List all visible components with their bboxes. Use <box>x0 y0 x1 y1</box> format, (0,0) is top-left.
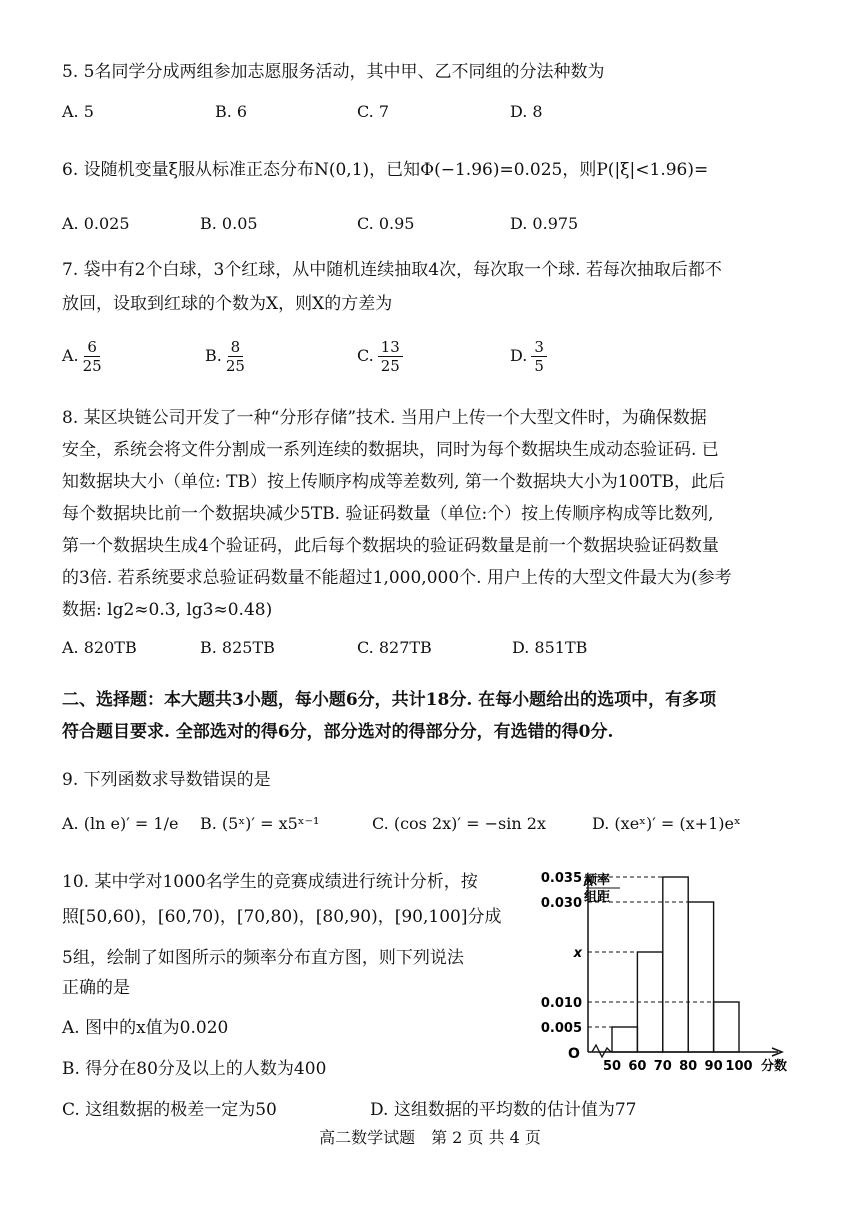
q8-option-c: C. 827TB <box>357 638 432 657</box>
y-tick-label: x <box>573 946 582 961</box>
q9-option-a: A. (ln e)′ = 1/e <box>62 814 179 833</box>
q6-option-d: D. 0.975 <box>510 214 579 233</box>
q7-option-d-denominator: 5 <box>534 357 544 375</box>
q9-option-d: D. (xeˣ)′ = (x+1)eˣ <box>592 814 741 833</box>
q7-option-b: B. $\frac{8}{25}$ <box>205 338 245 375</box>
y-tick-label: 0.005 <box>540 1021 582 1036</box>
histogram-bar <box>714 1002 739 1052</box>
q9-option-b: B. (5ˣ)′ = x5ˣ⁻¹ <box>200 814 320 833</box>
q10-option-c: C. 这组数据的极差一定为50 <box>62 1100 277 1120</box>
q9-option-c: C. (cos 2x)′ = −sin 2x <box>372 814 546 833</box>
histogram-bar <box>688 902 713 1052</box>
q8-line-7: 数据: lg2≈0.3, lg3≈0.48) <box>62 600 273 620</box>
q8-option-d: D. 851TB <box>512 638 588 657</box>
q5-option-d: D. 8 <box>510 102 543 121</box>
axis-break-mark <box>592 1045 611 1057</box>
histogram-bar <box>663 877 688 1052</box>
q7-option-b-denominator: 25 <box>225 357 245 375</box>
q7-option-d-numerator: 3 <box>531 338 547 357</box>
q6-option-b: B. 0.05 <box>200 214 258 233</box>
q5-option-a: A. 5 <box>62 102 94 121</box>
q8-line-6: 的3倍. 若系统要求总验证码数量不能超过1,000,000个. 用户上传的大型文件最大为(参考 <box>62 568 732 588</box>
q6-stem: 6. 设随机变量ξ服从标准正态分布N(0,1)，已知Φ(−1.96)=0.025，则P(|ξ|<1.96)= <box>62 160 709 180</box>
q8-line-3: 知数据块大小（单位: TB）按上传顺序构成等差数列, 第一个数据块大小为100TB，此后 <box>62 472 726 492</box>
section2-heading-line1: 二、选择题：本大题共3小题，每小题6分，共计18分. 在每小题给出的选项中，有多项 <box>62 690 717 710</box>
q8-line-1: 8. 某区块链公司开发了一种“分形存储”技术. 当用户上传一个大型文件时，为确保数据 <box>62 408 707 428</box>
q7-option-a-numerator: 6 <box>84 338 100 357</box>
q8-line-2: 安全，系统会将文件分割成一系列连续的数据块，同时为每个数据块生成动态验证码. 已 <box>62 440 719 460</box>
q8-line-4: 每个数据块比前一个数据块减少5TB. 验证码数量（单位:个）按上传顺序构成等比数列, <box>62 504 714 524</box>
y-axis-title-top: 频率 <box>584 873 611 888</box>
origin-label: O <box>568 1046 580 1062</box>
q5-option-c: C. 7 <box>357 102 390 121</box>
q7-option-b-numerator: 8 <box>228 338 244 357</box>
y-tick-label: 0.030 <box>540 896 582 911</box>
x-tick-label: 90 <box>704 1059 723 1074</box>
section2-heading-line2: 符合题目要求. 全部选对的得6分，部分选对的得部分分，有选错的得0分. <box>62 722 614 742</box>
q10-line-3: 5组，绘制了如图所示的频率分布直方图，则下列说法 <box>62 948 464 968</box>
q10-line-4: 正确的是 <box>62 978 130 998</box>
histogram-bar <box>612 1027 637 1052</box>
q10-option-a: A. 图中的x值为0.020 <box>62 1018 229 1038</box>
page-footer: 高二数学试题 第 2 页 共 4 页 <box>319 1128 541 1147</box>
q7-option-c: C. $\frac{13}{25}$ <box>357 338 403 375</box>
q5-stem: 5. 5名同学分成两组参加志愿服务活动，其中甲、乙不同组的分法种数为 <box>62 62 605 82</box>
x-tick-label: 100 <box>725 1059 753 1074</box>
q7-option-a: A. $\frac{6}{25}$ <box>62 338 102 375</box>
x-tick-label: 80 <box>679 1059 698 1074</box>
q9-stem: 9. 下列函数求导数错误的是 <box>62 770 271 790</box>
x-tick-label: 60 <box>628 1059 647 1074</box>
q7-stem-line2: 放回，设取到红球的个数为X，则X的方差为 <box>62 294 393 314</box>
q5-option-b: B. 6 <box>215 102 248 121</box>
q7-option-a-denominator: 25 <box>82 357 102 375</box>
q6-option-c: C. 0.95 <box>357 214 415 233</box>
y-tick-label: 0.010 <box>540 996 582 1011</box>
q10-line-1: 10. 某中学对1000名学生的竞赛成绩进行统计分析，按 <box>62 872 478 892</box>
y-tick-label: 0.035 <box>540 871 582 886</box>
frequency-histogram <box>528 868 800 1080</box>
q8-option-a: A. 820TB <box>62 638 137 657</box>
q6-option-a: A. 0.025 <box>62 214 130 233</box>
q7-option-d: D. $\frac{3}{5}$ <box>510 338 547 375</box>
q7-stem-line1: 7. 袋中有2个白球，3个红球，从中随机连续抽取4次，每次取一个球. 若每次抽取后都不 <box>62 260 722 280</box>
q10-option-d: D. 这组数据的平均数的估计值为77 <box>370 1100 637 1120</box>
x-tick-label: 50 <box>602 1059 622 1074</box>
x-axis-title: 分数 <box>760 1059 788 1074</box>
q7-option-c-numerator: 13 <box>378 338 403 357</box>
q7-option-c-denominator: 25 <box>380 357 400 375</box>
q8-option-b: B. 825TB <box>200 638 275 657</box>
q10-line-2: 照[50,60)，[60,70)，[70,80)，[80,90)，[90,100]分成 <box>62 907 502 927</box>
q10-option-b: B. 得分在80分及以上的人数为400 <box>62 1059 327 1079</box>
q8-line-5: 第一个数据块生成4个验证码，此后每个数据块的验证码数量是前一个数据块验证码数量 <box>62 536 719 556</box>
y-axis-title-bottom: 组距 <box>584 890 611 905</box>
x-tick-label: 70 <box>653 1059 672 1074</box>
